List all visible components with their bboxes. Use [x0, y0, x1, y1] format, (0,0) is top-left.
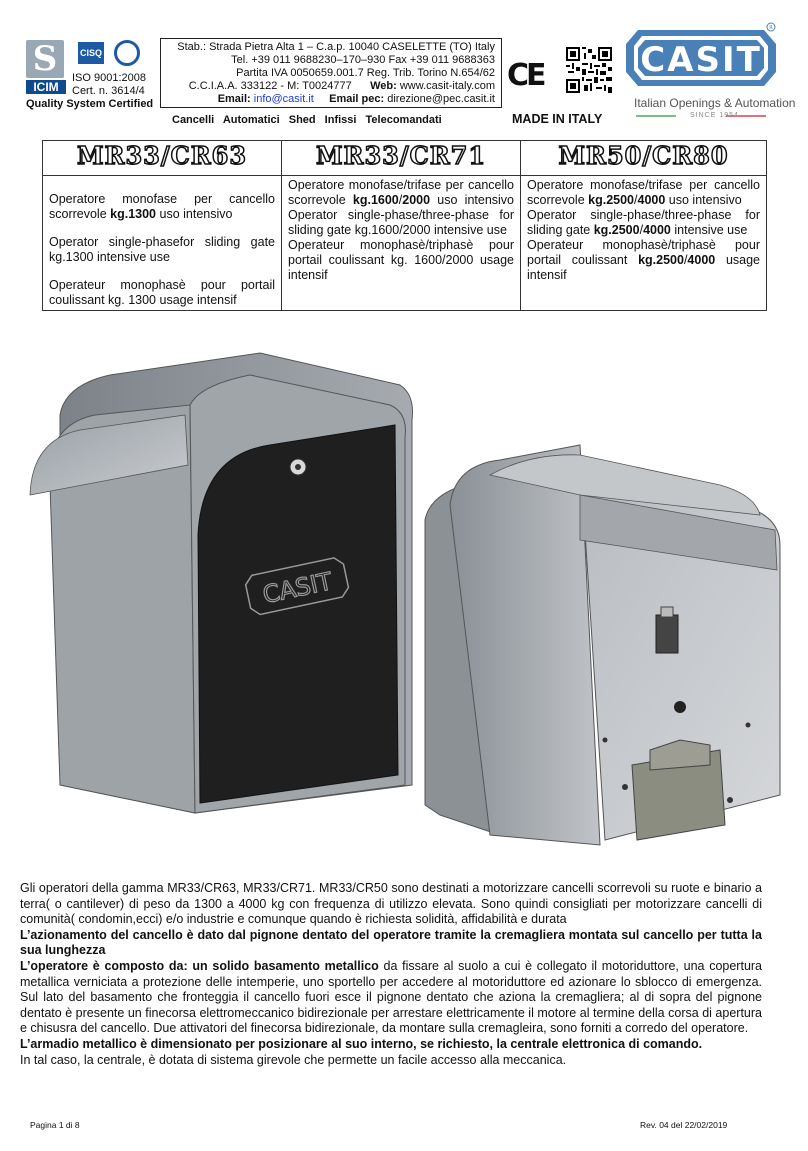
product-desc-mr33-cr71: [282, 176, 521, 311]
email-link[interactable]: info@casit.it: [253, 93, 314, 105]
email-label: Email:: [217, 93, 251, 105]
brand-name: CASIT: [640, 40, 762, 80]
svg-text:CASIT: CASIT: [260, 567, 335, 610]
cciaa: C.C.I.A.A. 333122 - M: T0024777: [188, 80, 352, 92]
model-mr50-cr80: MR50/CR80: [521, 141, 767, 176]
pec-label: Email pec:: [329, 93, 385, 105]
body-paragraph-5: In tal caso, la centrale, è dotata di sistema girevole che permette un facile accesso alla meccanica.: [20, 1052, 567, 1067]
desc-fr: Operateur monophasè/triphasè pour portail coulissant kg. 1600/2000 usage intensif: [288, 238, 514, 282]
desc-fr: Operateur monophasè/triphasè pour portail coulissant kg.2500/4000 usage intensif: [527, 238, 761, 282]
product-table: [42, 140, 767, 311]
product-desc-mr33-cr63: [43, 176, 282, 311]
address-line-3: Partita IVA 0050659.001.7 Reg. Trib. Torino N.654/62: [236, 67, 495, 79]
operator-closed: [30, 353, 413, 813]
body-paragraph-1: Gli operatori della gamma MR33/CR63, MR33/CR71. MR33/CR50 sono destinati a motorizzare cancelli scorrevoli su ruote e binario a terra( o cantilever) di peso da 1300 a 4000 kg con frequenza di utilizzo elevata. Sono quindi consigliati per motorizzare cancelli di comunità( condomin,ecci) e/o industrie e comunque quando è richiesta solidità, affidabilità e durata: [20, 881, 762, 927]
address-box: [160, 38, 502, 108]
address-line-4: [161, 80, 495, 93]
cisq-logo: CISQ: [78, 42, 104, 64]
revision-label: Rev. 04 del 22/02/2019: [640, 1120, 728, 1130]
model-mr33-cr71: MR33/CR71: [282, 141, 521, 176]
address-line-1: Stab.: Strada Pietra Alta 1 – C.a.p. 10040 CASELETTE (TO) Italy: [177, 41, 495, 53]
pec-email[interactable]: direzione@pec.casit.it: [387, 93, 495, 105]
product-desc-mr50-cr80: [521, 176, 767, 311]
iqnet-logo: [114, 40, 140, 66]
address-line-5: [161, 93, 495, 106]
desc-en: Operator single-phasefor sliding gate kg.1300 intensive use: [49, 235, 275, 264]
icim-logo: ICIM: [26, 80, 66, 94]
desc-it-en: Operatore monofase/trifase per cancello scorrevole kg.1600/2000 uso intensivo Operator single-phase/three-phase for sliding gate kg.1600/2000 intensive use: [288, 178, 514, 237]
address-line-2: Tel. +39 011 9688230–170–930 Fax +39 011 9688363: [231, 54, 495, 66]
brand-tagline: Italian Openings & Automation: [634, 96, 796, 110]
operator-open: [425, 445, 780, 845]
body-paragraph-2: L’azionamento del cancello è dato dal pignone dentato del operatore tramite la cremagliera montata sul cancello per tutta la sua lunghezza: [20, 927, 762, 958]
body-paragraph-3: L’operatore è composto da: un solido basamento metallico da fissare al suolo a cui è collegato il motoriduttore, una copertura metallica verniciata a protezione delle intemperie, uno sportello per accedere al motoriduttore ed azionare lo sblocco di emergenza. Sul lato del basamento che fronteggia il cancello fuori esce il pignone dentato che aziona la cremagliera; al di sopra del pignone dentato è presente un finecorsa elettromeccanico bidirezionale per arrestare elettricamente il motore al termine della corsa di apertura e chisusra del cancello. Due attivatori del finecorsa bidirezionale, da montare sulla cremagleira, sono forniti a corredo del operatore.: [20, 958, 763, 1036]
product-table-body-row: [43, 176, 767, 311]
web-link[interactable]: www.casit-italy.com: [399, 80, 495, 92]
body-paragraph-4: L’armadio metallico è dimensionato per posizionare al suo interno, se richiesto, la centrale elettronica di comando.: [20, 1036, 703, 1051]
certification-block: [26, 40, 156, 112]
model-mr33-cr63: MR33/CR63: [43, 141, 282, 176]
svg-text:R: R: [769, 25, 773, 31]
made-in-label: MADE IN ITALY: [512, 112, 603, 126]
page-number: Pagina 1 di 8: [30, 1120, 80, 1130]
product-table-header-row: [43, 141, 767, 176]
body-text: [20, 881, 762, 1068]
web-label: Web:: [370, 80, 397, 92]
quality-label: Quality System Certified: [26, 98, 154, 110]
desc-it: Operatore monofase/trifase per cancello scorrevole kg.2500/4000 uso intensivo: [527, 178, 760, 207]
iso-label: ISO 9001:2008: [72, 72, 147, 84]
icim-s-logo: S: [26, 40, 64, 78]
qr-code-icon: [566, 47, 612, 93]
desc-en: Operator single-phase/three-phase for sliding gate kg.2500/4000 intensive use: [527, 208, 760, 237]
ce-mark: CE: [507, 58, 544, 93]
desc-fr: Operateur monophasè pour portail coulissant kg. 1300 usage intensif: [49, 278, 275, 307]
operator-illustration: [20, 345, 790, 865]
product-line: Cancelli Automatici Shed Infissi Telecomandati: [172, 114, 442, 126]
desc-it: Operatore monofase per cancello scorrevole kg.1300 uso intensivo: [49, 192, 275, 221]
cert-number: Cert. n. 3614/4: [72, 85, 145, 97]
brand-since: SINCE 1954: [690, 112, 739, 119]
